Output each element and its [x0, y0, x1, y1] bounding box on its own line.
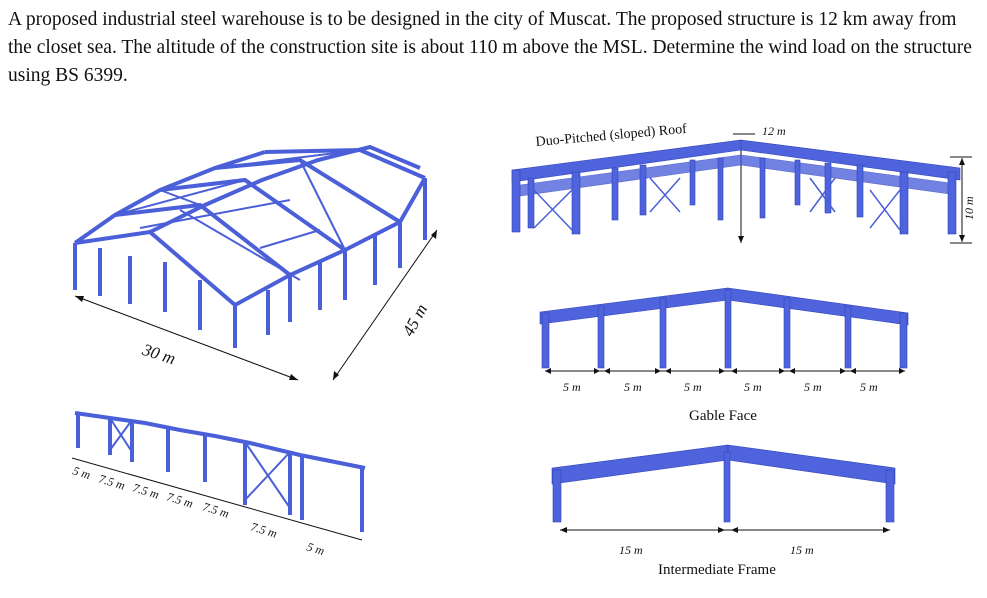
- gable-face-title: Gable Face: [689, 408, 757, 424]
- isometric-view: [75, 147, 437, 380]
- side-elevation: [71, 413, 365, 558]
- eave-height-label: 10 m: [962, 196, 976, 220]
- side-bay-label: 7.5 m: [97, 471, 127, 493]
- gable-spacing-label: 5 m: [860, 380, 878, 394]
- frame-span-label: 15 m: [790, 543, 814, 557]
- ridge-height-label: 12 m: [762, 124, 786, 138]
- gable-spacing-label: 5 m: [624, 380, 642, 394]
- intermediate-frame-title: Intermediate Frame: [658, 562, 776, 578]
- gable-spacing-label: 5 m: [684, 380, 702, 394]
- gable-spacing-label: 5 m: [563, 380, 581, 394]
- frame-span-label: 15 m: [619, 543, 643, 557]
- iso-width-label: 30 m: [140, 339, 178, 369]
- gable-spacing-label: 5 m: [744, 380, 762, 394]
- question-text: A proposed industrial steel warehouse is to be designed in the city of Muscat. The proposed structure is 12 km away from the closet sea. The altitude of the construction site is about 110 m above the MSL. Determine the wind load on the structure using BS 6399.: [8, 9, 972, 86]
- side-bay-label: 7.5 m: [165, 489, 195, 511]
- side-bay-label: 7.5 m: [201, 499, 231, 521]
- side-bay-label: 7.5 m: [131, 480, 161, 502]
- iso-length-label: 45 m: [398, 300, 432, 340]
- gable-face: [540, 288, 908, 424]
- side-bay-label: 7.5 m: [249, 519, 279, 541]
- gable-spacing-label: 5 m: [804, 380, 822, 394]
- side-bay-label: 5 m: [305, 539, 327, 559]
- roof-label: Duo-Pitched (sloped) Roof: [535, 121, 688, 150]
- front-view: [512, 122, 976, 243]
- intermediate-frame: [552, 445, 895, 578]
- side-bay-label: 5 m: [71, 463, 93, 483]
